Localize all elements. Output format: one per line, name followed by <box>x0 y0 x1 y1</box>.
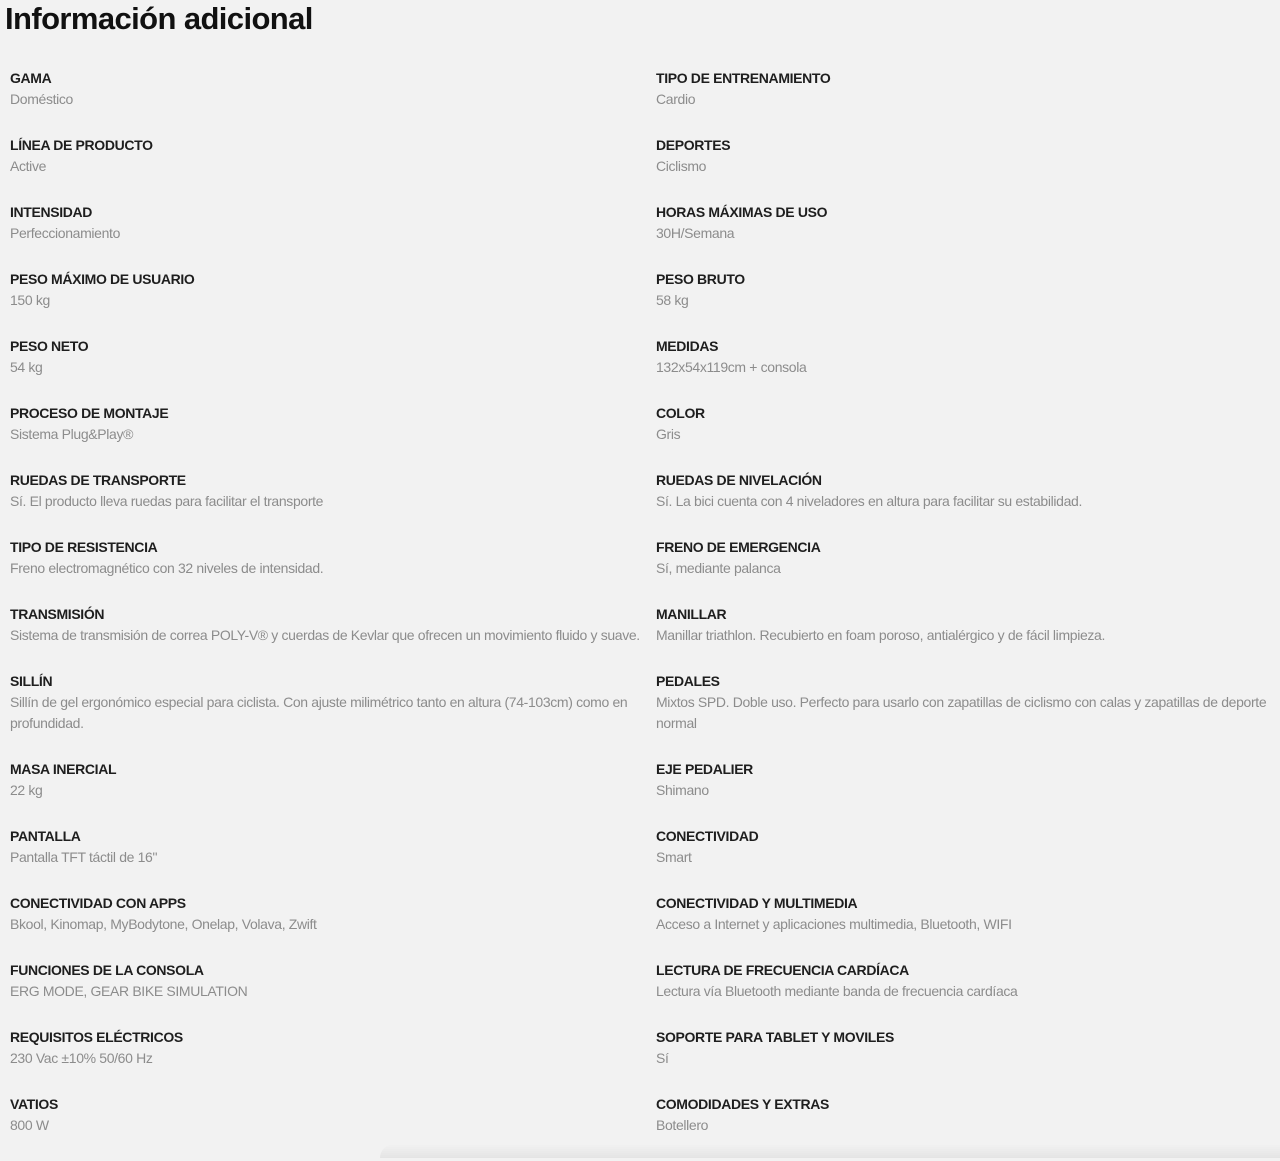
spec-item-conectividad-multimedia <box>656 893 1272 935</box>
spec-label: SILLÍN <box>10 673 53 689</box>
spec-item-gama <box>10 68 640 110</box>
spec-item-manillar <box>656 604 1272 646</box>
spec-item-tipo-resistencia <box>10 537 640 579</box>
spec-value: 22 kg <box>10 782 43 798</box>
spec-item-funciones-consola <box>10 960 640 1002</box>
spec-item-comodidades-extras <box>656 1094 1272 1136</box>
spec-item-medidas <box>656 336 1272 378</box>
spec-label: EJE PEDALIER <box>656 761 753 777</box>
spec-label: PESO BRUTO <box>656 271 745 287</box>
spec-label: PANTALLA <box>10 828 81 844</box>
spec-label: PEDALES <box>656 673 720 689</box>
spec-label: COLOR <box>656 405 705 421</box>
spec-label: INTENSIDAD <box>10 204 93 220</box>
specs-column-right <box>646 68 1280 1161</box>
spec-label: SOPORTE PARA TABLET Y MOVILES <box>656 1029 894 1045</box>
spec-item-tipo-entrenamiento <box>656 68 1272 110</box>
spec-value: Sí <box>656 1050 669 1066</box>
spec-item-peso-bruto <box>656 269 1272 311</box>
spec-label: CONECTIVIDAD <box>656 828 759 844</box>
spec-value: ERG MODE, GEAR BIKE SIMULATION <box>10 983 248 999</box>
spec-item-pantalla <box>10 826 640 868</box>
spec-value: Sí. La bici cuenta con 4 niveladores en altura para facilitar su estabilidad. <box>656 493 1082 509</box>
spec-item-sillin <box>10 671 640 734</box>
spec-label: CONECTIVIDAD CON APPS <box>10 895 186 911</box>
spec-item-pedales <box>656 671 1272 734</box>
spec-label: DEPORTES <box>656 137 731 153</box>
spec-item-color <box>656 403 1272 445</box>
spec-value: Sistema Plug&Play® <box>10 426 134 442</box>
spec-item-lectura-frecuencia-cardiaca <box>656 960 1272 1002</box>
spec-value: Shimano <box>656 782 709 798</box>
spec-value: 230 Vac ±10% 50/60 Hz <box>10 1050 153 1066</box>
spec-label: FRENO DE EMERGENCIA <box>656 539 821 555</box>
spec-item-peso-maximo-usuario <box>10 269 640 311</box>
spec-value: Sillín de gel ergonómico especial para ciclista. Con ajuste milimétrico tanto en altura (74-103cm) como en profundidad. <box>10 694 628 731</box>
spec-value: 30H/Semana <box>656 225 735 241</box>
spec-value: Perfeccionamiento <box>10 225 121 241</box>
spec-item-ruedas-nivelacion <box>656 470 1272 512</box>
spec-label: TIPO DE ENTRENAMIENTO <box>656 70 831 86</box>
spec-item-peso-neto <box>10 336 640 378</box>
spec-value: 150 kg <box>10 292 50 308</box>
spec-value: Mixtos SPD. Doble uso. Perfecto para usarlo con zapatillas de ciclismo con calas y zapatillas de deporte normal <box>656 694 1267 731</box>
specs-table <box>0 68 1280 1161</box>
spec-value: Smart <box>656 849 692 865</box>
spec-value: Ciclismo <box>656 158 707 174</box>
spec-item-eje-pedalier <box>656 759 1272 801</box>
spec-value: Manillar triathlon. Recubierto en foam poroso, antialérgico y de fácil limpieza. <box>656 627 1106 643</box>
spec-value: Freno electromagnético con 32 niveles de intensidad. <box>10 560 324 576</box>
spec-label: MEDIDAS <box>656 338 719 354</box>
spec-item-soporte-tablet <box>656 1027 1272 1069</box>
spec-value: 800 W <box>10 1117 49 1133</box>
spec-value: Sí. El producto lleva ruedas para facilitar el transporte <box>10 493 324 509</box>
spec-item-conectividad <box>656 826 1272 868</box>
spec-item-requisitos-electricos <box>10 1027 640 1069</box>
spec-item-proceso-montaje <box>10 403 640 445</box>
spec-value: Sistema de transmisión de correa POLY-V® y cuerdas de Kevlar que ofrecen un movimiento fluido y suave. <box>10 627 640 643</box>
spec-item-conectividad-apps <box>10 893 640 935</box>
spec-value: 58 kg <box>656 292 689 308</box>
spec-label: LÍNEA DE PRODUCTO <box>10 137 153 153</box>
specs-column-left <box>0 68 646 1161</box>
spec-item-ruedas-transporte <box>10 470 640 512</box>
spec-value: Gris <box>656 426 681 442</box>
spec-label: MANILLAR <box>656 606 727 622</box>
spec-label: VATIOS <box>10 1096 58 1112</box>
spec-label: MASA INERCIAL <box>10 761 117 777</box>
spec-value: 54 kg <box>10 359 43 375</box>
spec-label: PESO NETO <box>10 338 89 354</box>
spec-value: Pantalla TFT táctil de 16" <box>10 849 158 865</box>
spec-item-masa-inercial <box>10 759 640 801</box>
spec-item-horas-maximas-uso <box>656 202 1272 244</box>
spec-label: REQUISITOS ELÉCTRICOS <box>10 1029 183 1045</box>
page-title: Información adicional <box>5 1 313 36</box>
spec-item-deportes <box>656 135 1272 177</box>
spec-value: Botellero <box>656 1117 709 1133</box>
spec-item-intensidad <box>10 202 640 244</box>
spec-label: COMODIDADES Y EXTRAS <box>656 1096 829 1112</box>
spec-label: TIPO DE RESISTENCIA <box>10 539 158 555</box>
spec-label: CONECTIVIDAD Y MULTIMEDIA <box>656 895 858 911</box>
spec-value: Lectura vía Bluetooth mediante banda de frecuencia cardíaca <box>656 983 1018 999</box>
spec-label: RUEDAS DE TRANSPORTE <box>10 472 186 488</box>
spec-label: TRANSMISIÓN <box>10 606 105 622</box>
spec-item-transmision <box>10 604 640 646</box>
spec-label: GAMA <box>10 70 52 86</box>
spec-label: PESO MÁXIMO DE USUARIO <box>10 271 195 287</box>
spec-value: Bkool, Kinomap, MyBodytone, Onelap, Volava, Zwift <box>10 916 317 932</box>
spec-item-linea-producto <box>10 135 640 177</box>
spec-value: Active <box>10 158 47 174</box>
spec-label: FUNCIONES DE LA CONSOLA <box>10 962 204 978</box>
spec-value: Sí, mediante palanca <box>656 560 781 576</box>
spec-item-freno-emergencia <box>656 537 1272 579</box>
spec-value: Doméstico <box>10 91 73 107</box>
spec-value: Cardio <box>656 91 696 107</box>
spec-item-vatios <box>10 1094 640 1136</box>
spec-label: LECTURA DE FRECUENCIA CARDÍACA <box>656 962 909 978</box>
spec-label: PROCESO DE MONTAJE <box>10 405 169 421</box>
spec-label: RUEDAS DE NIVELACIÓN <box>656 472 822 488</box>
spec-label: HORAS MÁXIMAS DE USO <box>656 204 828 220</box>
spec-value: Acceso a Internet y aplicaciones multimedia, Bluetooth, WIFI <box>656 916 1012 932</box>
spec-value: 132x54x119cm + consola <box>656 359 807 375</box>
